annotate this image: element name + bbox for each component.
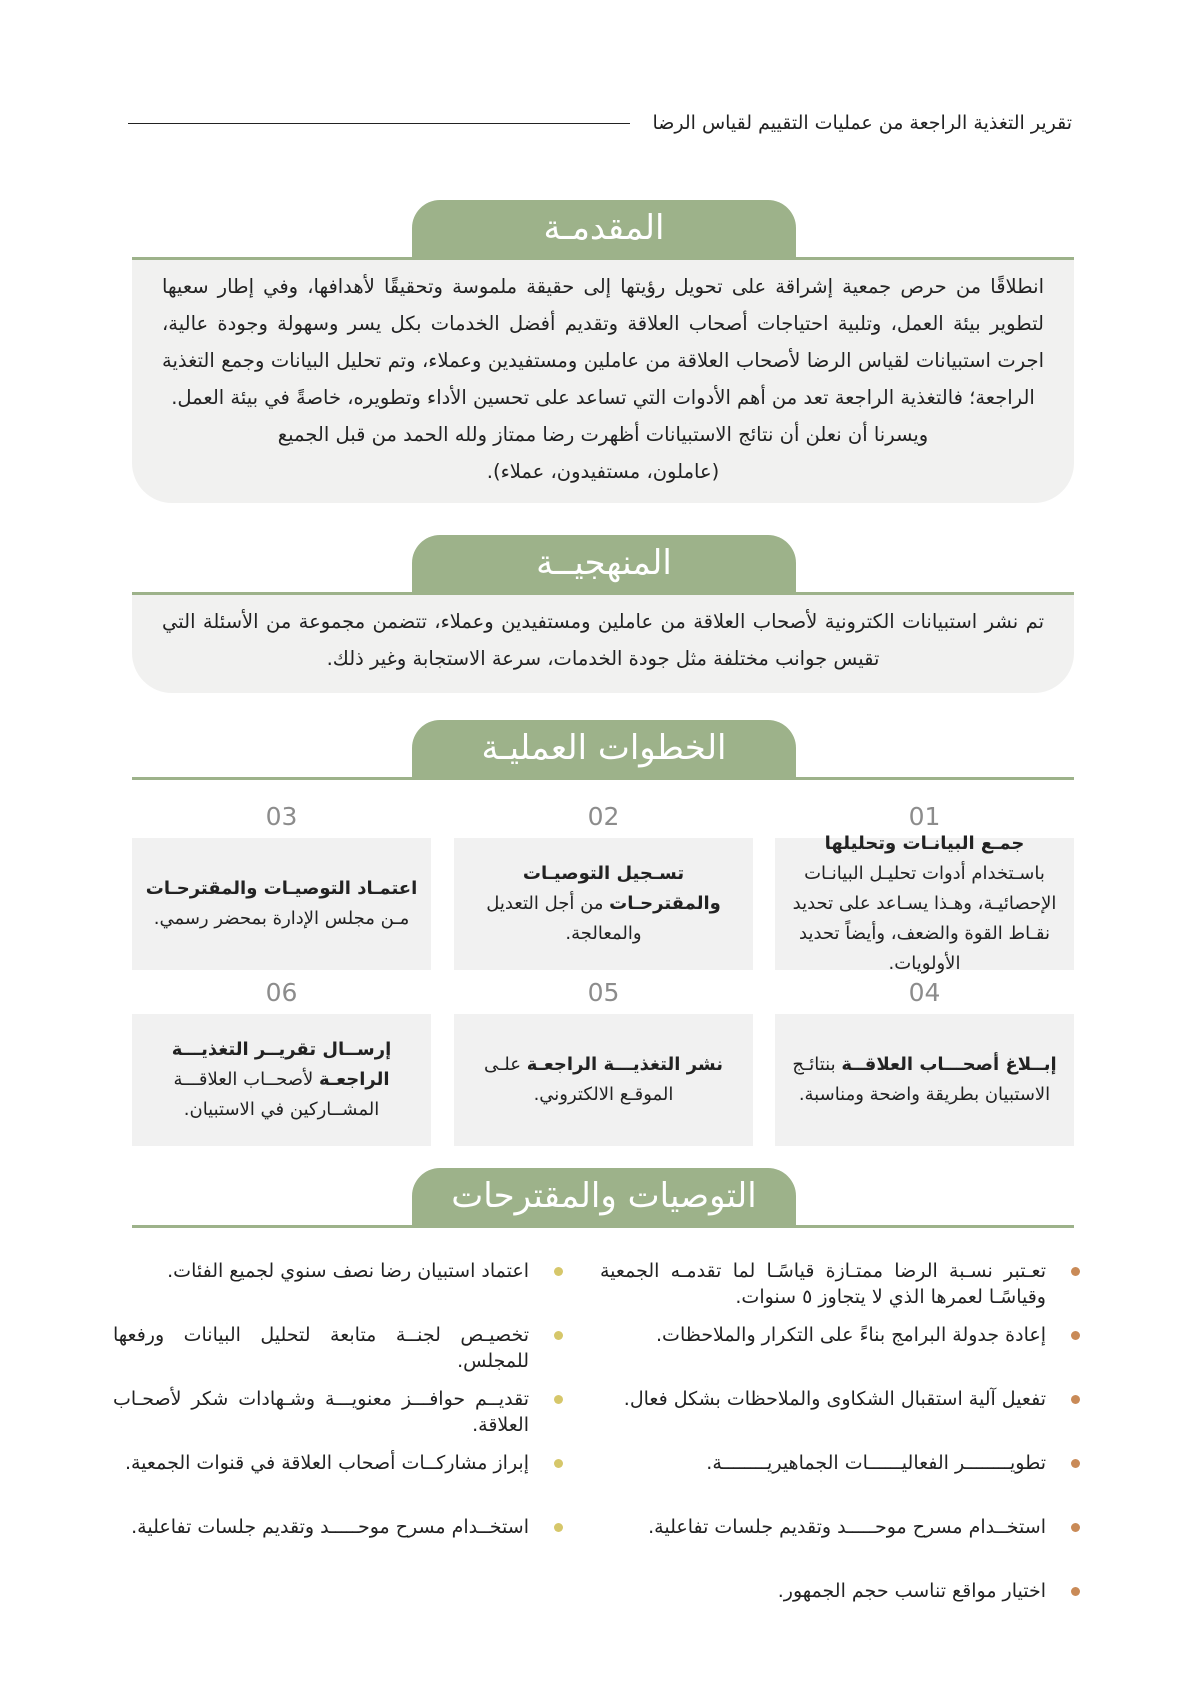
step-description: لأصحــاب العلاقـــة المشــاركين في الاستبيان. — [173, 1069, 380, 1120]
methodology-section-title: المنهجيــة — [412, 535, 796, 593]
recommendations-right-list — [600, 1258, 1080, 1602]
header-rule — [128, 123, 630, 124]
step-description: مـن مجلس الإدارة بمحضر رسمي. — [153, 908, 410, 929]
recommendation-item: تخصيـص لجنــة متابعة لتحليل البيانات ورفعها للمجلس. — [113, 1322, 563, 1374]
bullet-icon — [554, 1331, 563, 1340]
bullet-icon — [1071, 1267, 1080, 1276]
recommendations-section-title: التوصيات والمقترحات — [412, 1168, 796, 1226]
step-title: جمـع البيانـات وتحليلها — [824, 833, 1025, 854]
step-number: 01 — [908, 802, 941, 831]
step-box — [775, 833, 1074, 974]
intro-section-body — [132, 260, 1074, 503]
recommendation-item: إبراز مشاركــات أصحاب العلاقة في قنوات الجمعية. — [113, 1450, 563, 1476]
recommendations-left-list — [113, 1258, 563, 1538]
bullet-icon — [1071, 1331, 1080, 1340]
step-number: 05 — [587, 978, 620, 1007]
bullet-icon — [554, 1459, 563, 1468]
recommendation-item: اعتماد استبيان رضا نصف سنوي لجميع الفئات. — [113, 1258, 563, 1284]
steps-grid — [132, 800, 1074, 1150]
intro-section-title: المقدمـة — [412, 200, 796, 258]
recommendation-item: تفعيل آلية استقبال الشكاوى والملاحظات بشكل فعال. — [600, 1386, 1080, 1412]
section-divider — [132, 777, 1074, 780]
recommendations-section-header — [132, 1168, 1074, 1228]
step-description: علـى الموقـع الالكتروني. — [484, 1054, 674, 1105]
methodology-section-header — [132, 535, 1074, 595]
report-title: تقرير التغذية الراجعة من عمليات التقييم لقياس الرضا — [652, 112, 1072, 134]
step-card — [454, 976, 753, 1146]
step-number: 03 — [265, 802, 298, 831]
step-title: اعتمـاد التوصيـات والمقترحـات — [145, 878, 418, 899]
step-number: 04 — [908, 978, 941, 1007]
step-number: 06 — [265, 978, 298, 1007]
step-card — [454, 800, 753, 970]
steps-section-title: الخطوات العمليـة — [412, 720, 796, 778]
step-description: من أجل التعديل والمعالجة. — [486, 893, 642, 944]
recommendation-item: استخــدام مسرح موحـــــد وتقديم جلسات تفاعلية. — [600, 1514, 1080, 1540]
recommendation-item: تطويــــــــر الفعاليــــــات الجماهيريــــــــة. — [600, 1450, 1080, 1476]
page-header — [128, 112, 1072, 134]
step-box — [132, 1014, 431, 1146]
step-description: باسـتخدام أدوات تحليـل البيانـات الإحصائيـة، وهـذا يسـاعد على تحديد نقـاط القوة والضعف، وأيضاً تحديد الأولويات. — [792, 863, 1057, 974]
bullet-icon — [1071, 1523, 1080, 1532]
step-number: 02 — [587, 802, 620, 831]
steps-section-header — [132, 720, 1074, 780]
step-title: نشر التغذيـــة الراجعـة — [526, 1054, 723, 1075]
recommendation-item: إعادة جدولة البرامج بناءً على التكرار والملاحظات. — [600, 1322, 1080, 1348]
methodology-section-body — [132, 595, 1074, 693]
bullet-icon — [554, 1395, 563, 1404]
bullet-icon — [554, 1267, 563, 1276]
step-box — [454, 838, 753, 970]
step-title: إرســال تقريــر التغذيـــة الراجعـة — [171, 1039, 392, 1090]
step-box — [454, 1014, 753, 1146]
bullet-icon — [1071, 1587, 1080, 1596]
step-card — [775, 800, 1074, 974]
recommendation-item: تقديــم حوافـــز معنويـــة وشـهادات شكر لأصحـاب العلاقة. — [113, 1386, 563, 1438]
intro-section-header — [132, 200, 1074, 260]
step-description: بنتائـج الاستبيان بطريقة واضحة ومناسبة. — [792, 1054, 1051, 1105]
methodology-paragraph: تم نشر استبيانات الكترونية لأصحاب العلاقة من عاملين ومستفيدين وعملاء، تتضمن مجموعة من الأسئلة التي تقيس جوانب مختلفة مثل جودة الخدمات، سرعة الاستجابة وغير ذلك. — [162, 610, 1044, 670]
step-card — [132, 976, 431, 1146]
recommendation-item: تعـتبر نسـبة الرضا ممتـازة قياسًـا لما تقدمـه الجمعية وقياسًـا لعمرها الذي لا يتجاوز ٥ سنوات. — [600, 1258, 1080, 1310]
step-title: إبــلاغ أصحـــاب العلاقــة — [841, 1054, 1057, 1075]
recommendation-item: اختيار مواقع تناسب حجم الجمهور. — [600, 1578, 1080, 1604]
bullet-icon — [1071, 1459, 1080, 1468]
intro-paragraph: انطلاقًا من حرص جمعية إشراقة على تحويل رؤيتها إلى حقيقة ملموسة وتحقيقًا لأهدافها، وفي إطار سعيها لتطوير بيئة العمل، وتلبية احتياجات أصحاب العلاقة وتقديم أفضل الخدمات بكل يسر وسهولة وجودة عالية، اجرت استبيانات لقياس الرضا لأصحاب العلاقة من عاملين ومستفيدين وعملاء، وتم تحليل البيانات وجمع التغذية الراجعة؛ فالتغذية الراجعة تعد من أهم الأدوات التي تساعد على تحسين الأداء وتطويره، خاصةً في بيئة العمل. — [162, 275, 1044, 409]
step-title: تسـجيل التوصيـات والمقترحـات — [522, 863, 721, 914]
bullet-icon — [554, 1523, 563, 1532]
step-card — [132, 800, 431, 970]
recommendation-item: استخــدام مسرح موحـــــد وتقديم جلسات تفاعلية. — [113, 1514, 563, 1540]
step-card — [775, 976, 1074, 1146]
bullet-icon — [1071, 1395, 1080, 1404]
step-box — [132, 838, 431, 970]
step-box — [775, 1014, 1074, 1146]
section-divider — [132, 1225, 1074, 1228]
intro-closing-line-2: (عاملون، مستفيدون، عملاء). — [486, 460, 720, 483]
intro-closing-line-1: ويسرنا أن نعلن أن نتائج الاستبيانات أظهرت رضا ممتاز ولله الحمد من قبل الجميع — [277, 423, 929, 446]
